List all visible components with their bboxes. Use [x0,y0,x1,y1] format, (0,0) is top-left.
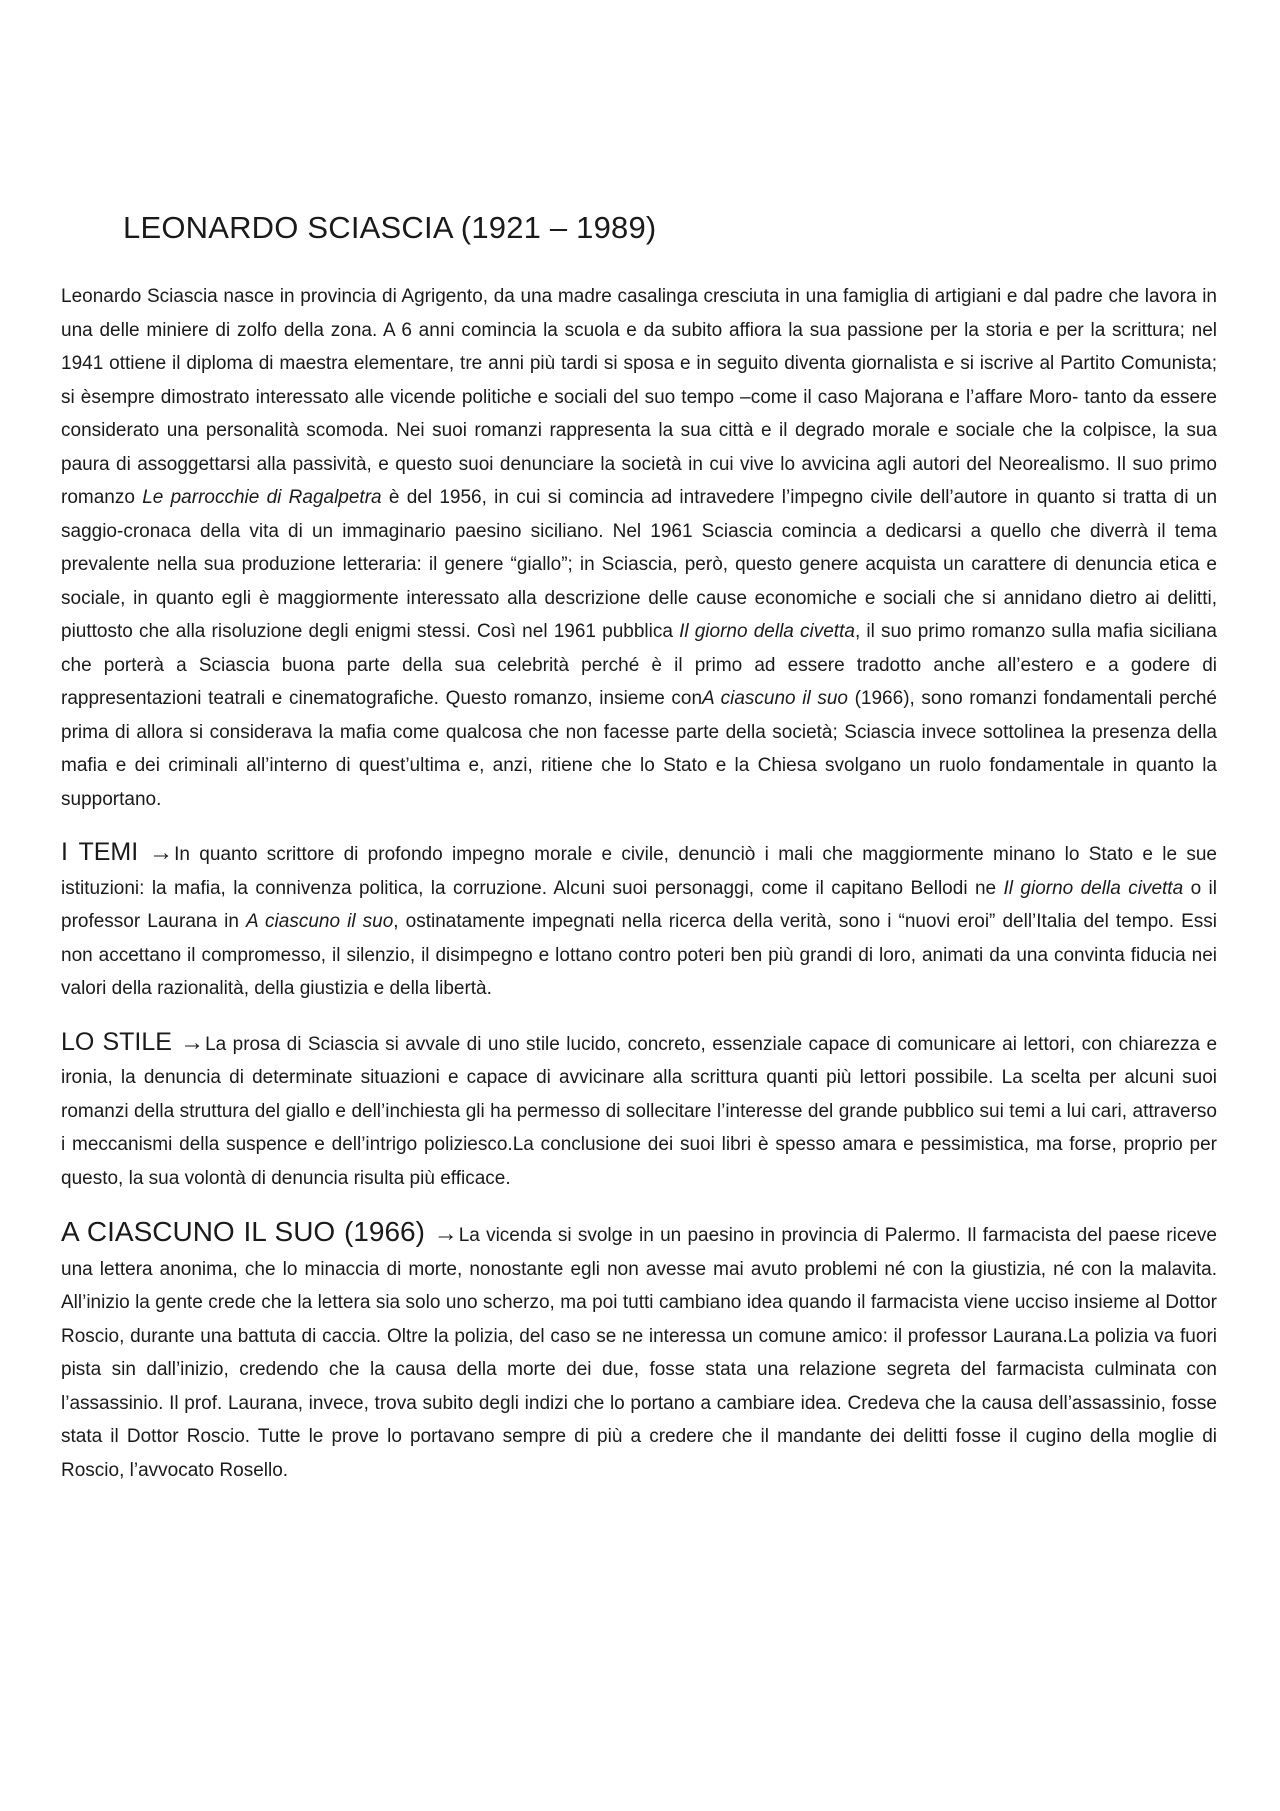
ciascuno-text: La vicenda si svolge in un paesino in provincia di Palermo. Il farmacista del paese riceve una lettera anonima, che lo minaccia di morte, nonostante egli non avesse mai avuto problemi né con la giustizia, né con la malavita. All’inizio la gente crede che la lettera sia solo uno scherzo, ma poi tutti cambiano idea quando il farmacista viene ucciso insieme al Dottor Roscio, durante una battuta di caccia. Oltre la polizia, del caso se ne interessa un comune amico: il professor Laurana.La polizia va fuori pista sin dall’inizio, credendo che la causa della morte dei due, fosse stata una relazione segreta del farmacista culminata con l’assassinio. Il prof. Laurana, invece, trova subito degli indizi che lo portano a cambiare idea. Credeva che la causa dell’assassinio, fosse stata il Dottor Roscio. Tutte le prove lo portavano sempre di più a credere che il mandante dei delitti fosse il cugino della moglie di Roscio, l’avvocato Rosello. [61,1225,1217,1481]
book-title-ciascuno-2: A ciascuno il suo [245,911,394,932]
book-title-parrocchie: Le parrocchie di Ragalpetra [142,487,382,508]
ciascuno-heading: A CIASCUNO IL SUO (1966) [61,1216,434,1247]
stile-text: La prosa di Sciascia si avvale di uno stile lucido, concreto, essenziale capace di comunicare ai lettori, con chiarezza e ironia, la denuncia di determinate situazioni e capace di avvicinare alla scrittura quanti più lettori possibile. La scelta per alcuni suoi romanzi della struttura del giallo e dell’inchiesta gli ha permesso di sollecitare l’interesse del grande pubblico sui temi a lui cari, attraverso i meccanismi della suspence e dell’intrigo poliziesco.La conclusione dei suoi libri è spesso amara e pessimistica, ma forse, proprio per questo, la sua volontà di denuncia risulta più efficace. [61,1033,1218,1189]
stile-heading: LO STILE [61,1027,181,1056]
temi-text-3: , ostinatamente impegnati nella ricerca della verità, sono i “nuovi eroi” dell’Italia del tempo. Essi non accettano il compromesso, il silenzio, il disimpegno e lottano contro poteri ben più grandi di loro, animati da una convinta fiducia nei valori della razionalità, della giustizia e della libertà. [61,911,1217,999]
temi-heading: I TEMI [61,838,150,866]
arrow-right-icon: → [149,839,174,866]
book-title-ciascuno: A ciascuno il suo [702,688,848,709]
temi-text-2: o il professor Laurana in [61,877,1218,932]
intro-text-4: (1966), sono romanzi fondamentali perché prima di allora si considerava la mafia come qualcosa che non facesse parte della società; Sciascia invece sottolinea la presenza della mafia e dei criminali all’interno di quest’ultima e, anzi, ritiene che lo Stato e la Chiesa svolgano un ruolo fondamentale in quanto la supportano. [61,688,1217,810]
book-title-civetta: Il giorno della civetta [679,621,855,642]
intro-text-1: Leonardo Sciascia nasce in provincia di Agrigento, da una madre casalinga cresciuta in una famiglia di artigiani e dal padre che lavora in una delle miniere di zolfo della zona. A 6 anni comincia la scuola e da subito affiora la sua passione per la storia e per la scrittura; nel 1941 ottiene il diploma di maestra elementare, tre anni più tardi si sposa e in seguito diventa giornalista e si iscrive al Partito Comunista; si èsempre dimostrato interessato alle vicende politiche e sociali del suo tempo –come il caso Majorana e l’affare Moro- tanto da essere considerato una personalità scomoda. Nei suoi romanzi rappresenta la sua città e il degrado morale e sociale che la colpisce, la sua paura di assoggettarsi alla passività, e questo suoi denunciare la società in cui vive lo avvicina agli autori del Neorealismo. Il suo primo romanzo [61,286,1217,508]
arrow-right-icon: → [433,1220,458,1247]
intro-paragraph [61,280,1217,816]
document-page [61,208,1217,1487]
intro-text-3: , il suo primo romanzo sulla mafia siciliana che porterà a Sciascia buona parte della sua celebrità perché è il primo ad essere tradotto anche all’estero e a godere di rappresentazioni teatrali e cinematografiche. Questo romanzo, insieme con [61,621,1217,709]
intro-text-2: è del 1956, in cui si comincia ad intravedere l’impegno civile dell’autore in quanto si tratta di un saggio-cronaca della vita di un immaginario paesino siciliano. Nel 1961 Sciascia comincia a dedicarsi a quello che diverrà il tema prevalente nella sua produzione letteraria: il genere “giallo”; in Sciascia, però, questo genere acquista un carattere di denuncia etica e sociale, in quanto egli è maggiormente interessato alla descrizione delle cause economiche e sociali che si annidano dietro ai delitti, piuttosto che alla risoluzione degli enigmi stessi. Così nel 1961 pubblica [61,487,1218,642]
temi-section [61,836,1217,1006]
page-title: LEONARDO SCIASCIA (1921 – 1989) [123,210,657,245]
stile-section [61,1026,1217,1196]
temi-text-1: In quanto scrittore di profondo impegno morale e civile, denunciò i mali che maggiormente minano lo Stato e le sue istituzioni: la mafia, la connivenza politica, la corruzione. Alcuni suoi personaggi, come il capitano Bellodi ne [61,844,1217,899]
ciascuno-section [61,1215,1217,1487]
book-title-civetta-2: Il giorno della civetta [1003,877,1184,899]
arrow-right-icon: → [180,1028,205,1056]
